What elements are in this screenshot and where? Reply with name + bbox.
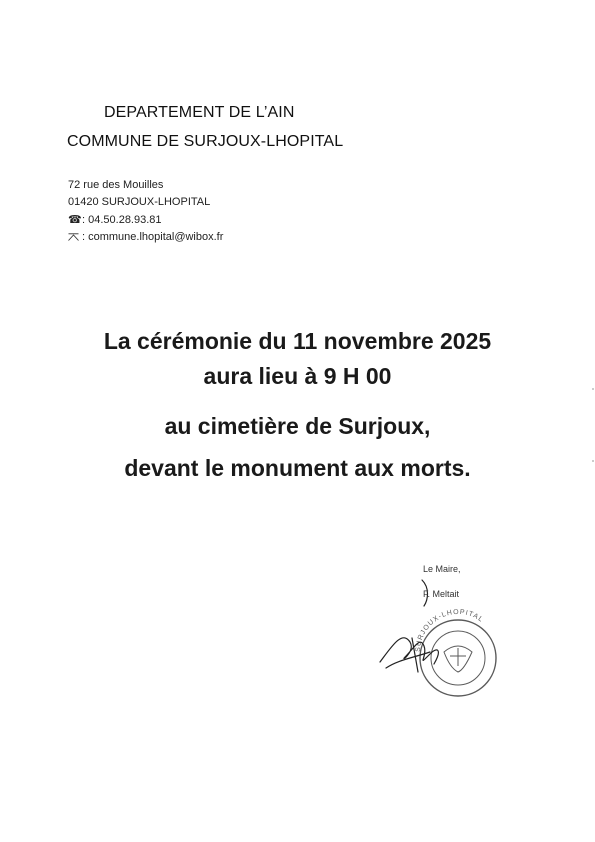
department-heading: DEPARTEMENT DE L’AIN <box>104 104 295 121</box>
announcement-line-4: devant le monument aux morts. <box>124 455 471 481</box>
svg-text:SURJOUX-LHOPITAL <box>415 609 485 652</box>
announcement-line-3: au cimetière de Surjoux, <box>164 413 431 439</box>
telephone-icon: ☎ <box>68 214 82 226</box>
signatory-title: Le Maire, <box>423 564 461 574</box>
email-address: : commune.lhopital@wibox.fr <box>82 231 224 243</box>
phone-number: : 04.50.28.93.81 <box>82 214 162 226</box>
announcement-line-2: aura lieu à 9 H 00 <box>203 363 392 389</box>
announcement-line-1: La cérémonie du 11 novembre 2025 <box>103 328 492 354</box>
envelope-icon <box>68 231 80 243</box>
address-street: 72 rue des Mouilles <box>68 179 164 191</box>
stamp-lettering: SURJOUX-LHOPITAL <box>414 608 485 653</box>
commune-heading: COMMUNE DE SURJOUX-LHOPITAL <box>67 133 344 150</box>
mayor-stamp-and-signature <box>372 560 502 700</box>
address-city: 01420 SURJOUX-LHOPITAL <box>68 196 211 208</box>
scan-edge-marks <box>589 380 595 500</box>
phone-line <box>68 213 162 226</box>
signatory-name: F. Meltait <box>423 589 460 599</box>
email-line <box>68 231 223 243</box>
official-stamp <box>420 620 496 696</box>
